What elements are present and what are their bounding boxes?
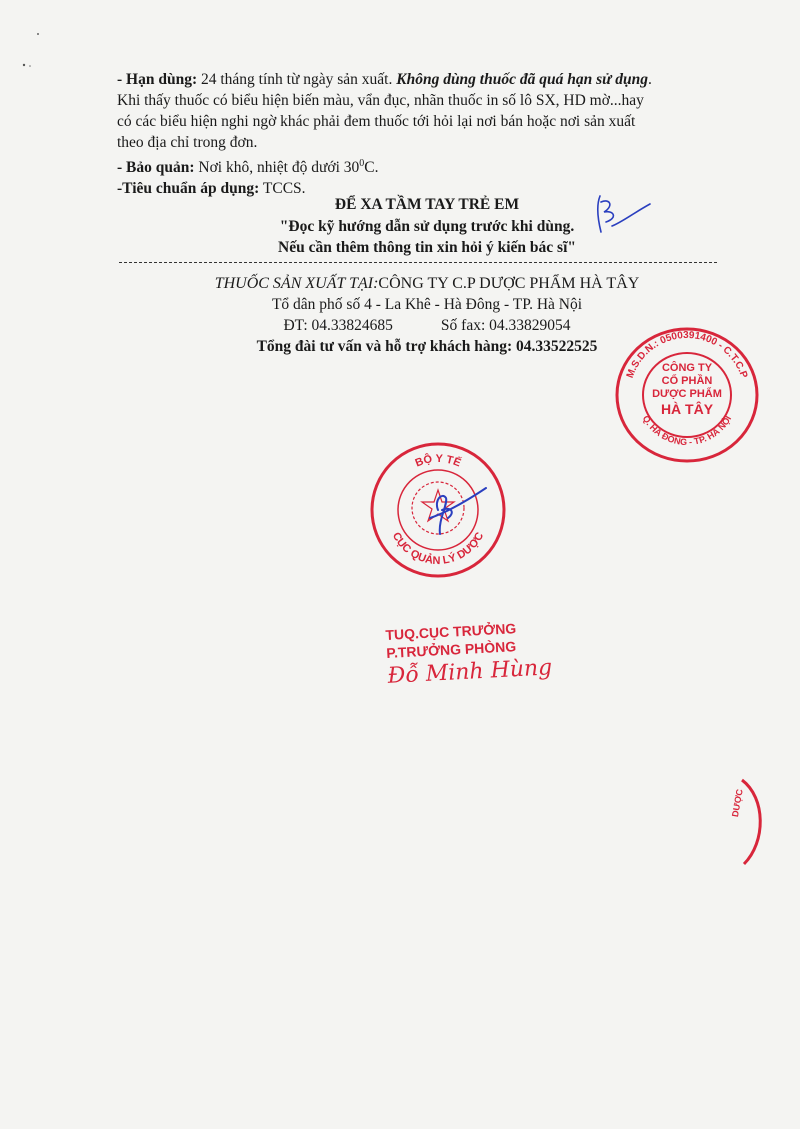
standard-text: TCCS. <box>259 180 306 198</box>
company-stamp-line3: DƯỢC PHẨM <box>652 388 722 400</box>
company-stamp-ring-text: M.S.D.N.: 0500391400 - C.T.C.P <box>624 329 750 380</box>
edge-stamp <box>722 776 782 866</box>
initials-signature <box>592 192 654 238</box>
ministry-stamp-bottom: CỤC QUẢN LÝ DƯỢC <box>389 530 487 568</box>
company-stamp-line4: HÀ TÂY <box>660 401 714 417</box>
expiry-emphasis: Không dùng thuốc đã quá hạn sử dụng <box>396 71 649 88</box>
expiry-text: 24 tháng tính từ ngày sản xuất. <box>197 71 397 88</box>
manufacturer-line <box>117 273 737 294</box>
signature-block <box>385 616 588 689</box>
read-instructions-line2: Nếu cần thêm thông tin xin hỏi ý kiến bác sĩ" <box>278 239 576 256</box>
expiry-section <box>117 69 737 199</box>
expiry-line3: có các biểu hiện nghi ngờ khác phải đem thuốc tới hỏi lại nơi bán hoặc nơi sản xuất <box>117 113 636 130</box>
storage-label: - Bảo quản: <box>117 159 195 177</box>
manufacturer-fax: Số fax: 04.33829054 <box>440 317 571 334</box>
expiry-line4: theo địa chỉ trong đơn. <box>117 134 258 151</box>
standard-label: -Tiêu chuẩn áp dụng: <box>117 180 260 198</box>
signer-name: Đỗ Minh Hùng <box>386 655 553 689</box>
company-stamp-line2: CỔ PHẦN <box>661 375 713 387</box>
scan-specks <box>18 30 48 75</box>
ministry-stamp-seal <box>368 440 508 580</box>
children-warning: ĐỂ XA TẦM TAY TRẺ EM <box>334 196 520 213</box>
manufacturer-label: THUỐC SẢN XUẤT TẠI: <box>214 275 379 292</box>
svg-text:Q. HÀ ĐÔNG - TP. HÀ NỘI <box>641 414 734 447</box>
manufacturer-phone: ĐT: 04.33824685 <box>283 317 393 334</box>
ministry-stamp-top: BỘ Y TẾ <box>413 452 463 470</box>
manufacturer-name: CÔNG TY C.P DƯỢC PHẨM HÀ TÂY <box>378 275 640 292</box>
read-instructions-line1: "Đọc kỹ hướng dẫn sử dụng trước khi dùng. <box>279 218 575 235</box>
ministry-stamp <box>368 440 508 580</box>
edge-stamp-arc <box>722 776 782 866</box>
storage-sup: 0 <box>359 158 365 169</box>
expiry-label: - Hạn dùng: <box>117 71 198 88</box>
signature-line2: P.TRƯỞNG PHÒNG <box>385 638 517 661</box>
company-stamp-line1: CÔNG TY <box>661 362 713 374</box>
expiry-end: . <box>648 71 652 88</box>
hotline: Tổng đài tư vấn và hỗ trợ khách hàng: 04.33522525 <box>256 338 598 355</box>
svg-text:CỤC QUẢN LÝ DƯỢC <box>390 530 487 567</box>
storage-text: Nơi khô, nhiệt độ dưới 30 <box>194 159 360 177</box>
section-divider <box>119 262 717 263</box>
company-stamp-ring-bottom: Q. HÀ ĐÔNG - TP. HÀ NỘI <box>640 413 734 448</box>
company-stamp-center <box>612 362 762 418</box>
storage-end: C. <box>364 159 379 177</box>
company-stamp <box>612 325 762 465</box>
svg-text:BỘ Y TẾ <box>414 452 463 469</box>
expiry-line2: Khi thấy thuốc có biểu hiện biến màu, vẩn đục, nhãn thuốc in số lô SX, HD mờ...hay <box>117 92 644 109</box>
manufacturer-address: Tổ dân phố số 4 - La Khê - Hà Đông - TP. Hà Nội <box>271 296 583 313</box>
edge-stamp-text: DƯỢC <box>730 788 745 818</box>
signature-line1: TUQ.CỤC TRƯỞNG <box>385 620 517 643</box>
